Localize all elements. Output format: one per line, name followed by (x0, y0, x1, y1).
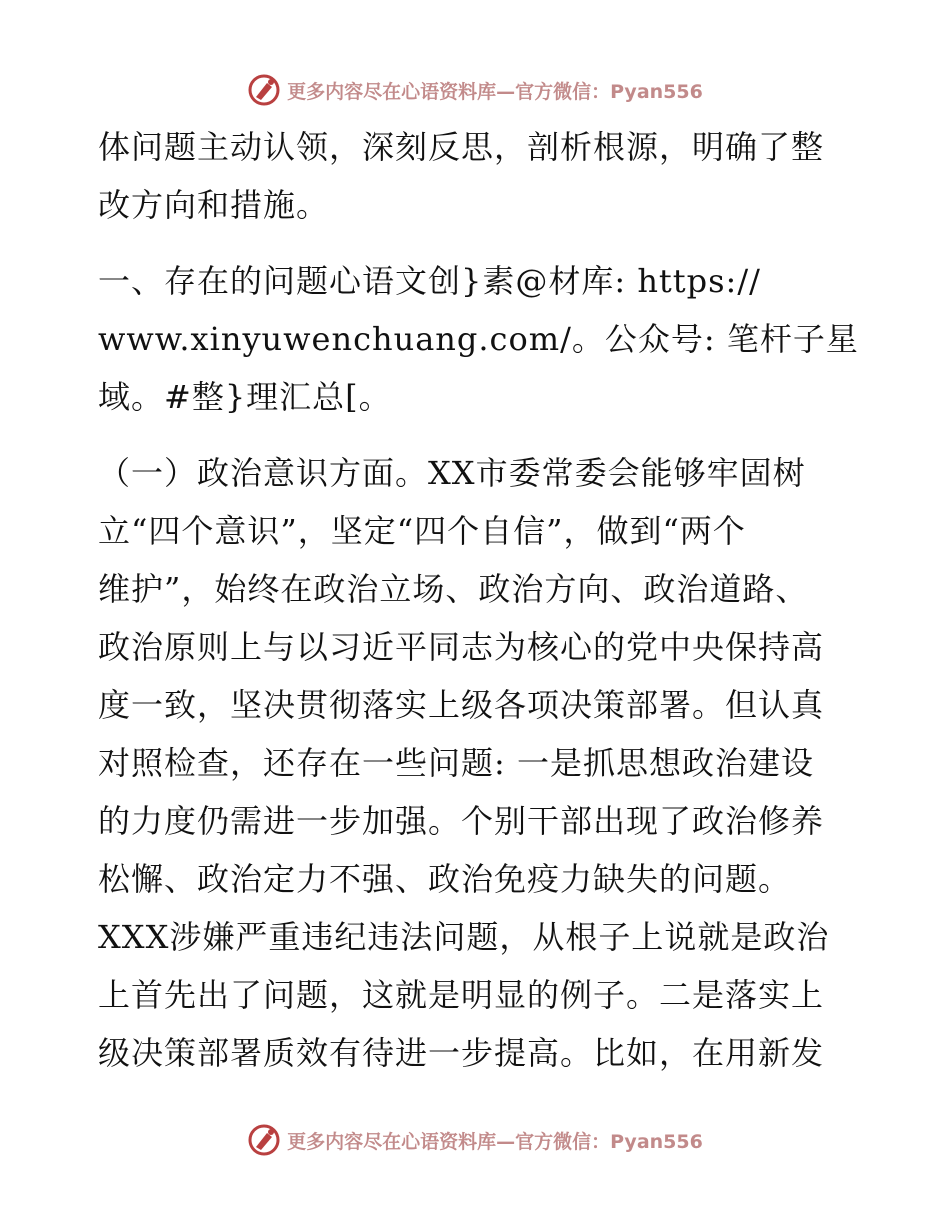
text-line: 体问题主动认领，深刻反思，剖析根源，明确了整 (98, 128, 825, 166)
paragraph-1 (98, 118, 858, 234)
banner-text: 更多内容尽在心语资料库—官方微信：Pyan556 (287, 80, 703, 103)
text-line: 的力度仍需进一步加强。个别干部出现了政治修养 (98, 802, 825, 840)
footer-banner (0, 1120, 950, 1160)
banner-text: 更多内容尽在心语资料库—官方微信：Pyan556 (287, 1130, 703, 1153)
document-body (98, 118, 858, 1082)
text-line: 松懈、政治定力不强、政治免疫力缺失的问题。 (98, 860, 792, 898)
text-line: XXX涉嫌严重违纪违法问题，从根子上说就是政治 (98, 918, 830, 956)
text-line: 维护”，始终在政治立场、政治方向、政治道路、 (98, 570, 809, 608)
text-line: 级决策部署质效有待进一步提高。比如，在用新发 (98, 1034, 825, 1072)
text-line: 域。#整}理汇总[。 (98, 378, 392, 416)
paragraph-3 (98, 444, 858, 1082)
text-line: www.xinyuwenchuang.com/。公众号: 笔杆子星 (98, 320, 859, 358)
text-line: 立“四个意识”，坚定“四个自信”，做到“两个 (98, 512, 746, 550)
pen-seal-icon (247, 1123, 281, 1157)
header-banner (0, 70, 950, 110)
paragraph-2 (98, 252, 858, 426)
text-line: 对照检查，还存在一些问题: 一是抓思想政治建设 (98, 744, 814, 782)
text-line: （一）政治意识方面。XX市委常委会能够牢固树 (98, 454, 806, 492)
text-line: 度一致，坚决贯彻落实上级各项决策部署。但认真 (98, 686, 825, 724)
pen-seal-icon (247, 73, 281, 107)
text-line: 一、存在的问题心语文创}素@材库: https:// (98, 262, 761, 300)
text-line: 改方向和措施。 (98, 186, 330, 224)
text-line: 政治原则上与以习近平同志为核心的党中央保持高 (98, 628, 825, 666)
text-line: 上首先出了问题，这就是明显的例子。二是落实上 (98, 976, 825, 1014)
